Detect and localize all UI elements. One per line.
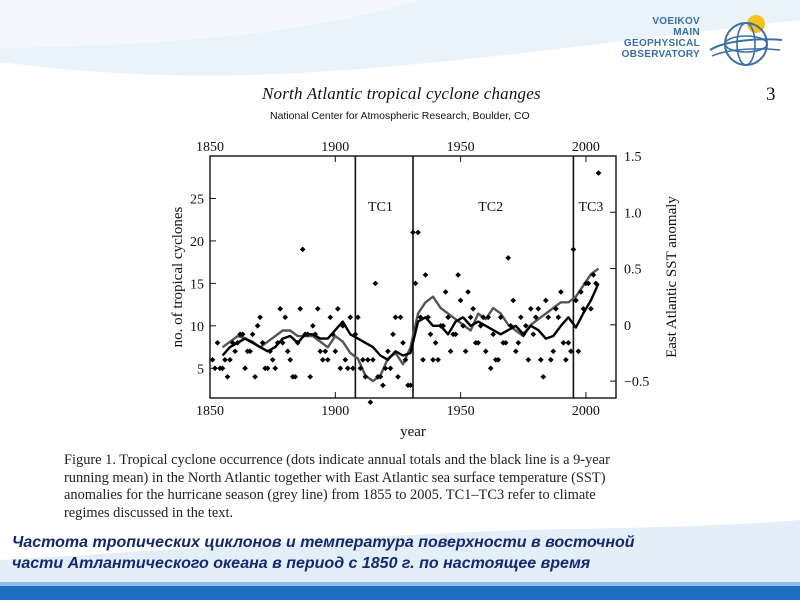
caption-line: regimes discussed in the text. — [64, 504, 234, 521]
annual-total-dot — [327, 314, 333, 320]
regime-label: TC1 — [367, 200, 393, 215]
page-number: 3 — [766, 84, 776, 105]
annual-total-dot — [307, 374, 313, 380]
annual-total-dot — [385, 348, 391, 354]
annual-total-dot — [543, 298, 549, 304]
annual-total-dot — [250, 331, 256, 337]
annual-total-dot — [548, 357, 554, 363]
annual-total-dot — [270, 357, 276, 363]
annual-total-dot — [545, 314, 551, 320]
annual-total-dot — [215, 340, 221, 346]
annual-total-dot — [225, 374, 231, 380]
y-tick-label: 15 — [190, 277, 204, 293]
annual-total-dot — [360, 357, 366, 363]
annual-total-dot — [430, 357, 436, 363]
annual-total-dot — [388, 365, 394, 371]
annual-total-dot — [337, 365, 343, 371]
regime-label: TC3 — [578, 200, 604, 215]
y-axis-label: no. of tropical cyclones — [170, 206, 186, 348]
annual-total-dot — [458, 298, 464, 304]
y-tick-label: 10 — [190, 319, 204, 335]
y2-tick-label: 1.5 — [624, 150, 642, 165]
annual-total-dot — [535, 306, 541, 312]
annual-total-dot — [415, 230, 421, 236]
annual-total-dot — [420, 357, 426, 363]
annual-total-dot — [443, 289, 449, 295]
y2-axis-label: East Atlantic SST anomaly — [664, 196, 680, 358]
figure-header-title: North Atlantic tropical cyclone changes — [262, 84, 541, 103]
x-tick-label-bottom: 2000 — [571, 404, 600, 419]
annual-total-dot — [315, 306, 321, 312]
x-tick-label-bottom: 1850 — [196, 404, 224, 419]
regime-label: TC2 — [478, 200, 504, 215]
annual-total-dot — [257, 314, 263, 320]
annual-total-dot — [390, 331, 396, 337]
annual-total-dot — [212, 365, 218, 371]
annual-total-dot — [400, 340, 406, 346]
annual-total-dot — [335, 306, 341, 312]
running-mean-line — [223, 283, 599, 359]
logo-line: OBSERVATORY — [621, 49, 700, 60]
x-tick-label-top: 1900 — [321, 140, 350, 155]
y-tick-label: 25 — [190, 192, 204, 208]
annual-total-dot — [448, 348, 454, 354]
annual-total-dot — [252, 374, 258, 380]
annual-total-dot — [566, 340, 572, 346]
logo-line: VOEIKOV — [652, 16, 700, 27]
annual-total-dot — [468, 314, 474, 320]
annual-total-dot — [488, 365, 494, 371]
annual-total-dot — [380, 382, 386, 388]
russian-caption-line: части Атлантического океана в период с 1850 г. по настоящее время — [12, 555, 591, 572]
logo-line: MAIN — [673, 27, 700, 38]
annual-total-dot — [505, 255, 511, 261]
russian-caption-line: Частота тропических циклонов и температура поверхности в восточной — [12, 534, 635, 551]
annual-total-dot — [277, 306, 283, 312]
annual-total-dot — [373, 281, 379, 287]
annual-total-dot — [398, 314, 404, 320]
x-tick-label-top: 1850 — [196, 140, 224, 155]
figure-caption — [64, 452, 732, 522]
annual-total-dot — [282, 314, 288, 320]
logo-line: GEOPHYSICAL — [623, 38, 700, 49]
y2-tick-label: 0 — [624, 318, 631, 334]
annual-total-dot — [435, 357, 441, 363]
annual-total-dot — [347, 314, 353, 320]
caption-line: Figure 1. Tropical cyclone occurrence (dots indicate annual totals and the black line is a 9-year — [64, 452, 610, 468]
x-axis-label: year — [400, 424, 426, 440]
annual-total-dot — [322, 348, 328, 354]
annual-total-dot — [465, 289, 471, 295]
annual-total-dot — [423, 272, 429, 278]
annual-total-dot — [470, 306, 476, 312]
annual-total-dot — [232, 348, 238, 354]
annual-total-dot — [342, 357, 348, 363]
annual-total-dot — [596, 170, 602, 176]
annual-total-dot — [463, 348, 469, 354]
annual-total-dot — [222, 357, 228, 363]
annual-total-dot — [433, 340, 439, 346]
footer-bar — [0, 586, 800, 600]
y-tick-label: 5 — [197, 362, 204, 378]
annual-total-dot — [550, 348, 556, 354]
figure-subtitle: National Center for Atmospheric Research, Boulder, CO — [270, 110, 530, 122]
annual-total-dot — [571, 247, 577, 253]
annual-total-dot — [242, 365, 248, 371]
annual-total-dot — [272, 365, 278, 371]
caption-line: running mean) in the North Atlantic together with East Atlantic sea surface temperature (SST) — [64, 469, 606, 486]
y-tick-label: 20 — [190, 234, 204, 250]
annual-total-dot — [576, 348, 582, 354]
y2-tick-label: 1.0 — [624, 206, 642, 222]
annual-total-dot — [320, 357, 326, 363]
annual-total-dot — [368, 399, 374, 405]
annual-total-dot — [395, 374, 401, 380]
annual-total-dot — [393, 314, 399, 320]
y2-tick-label: −0.5 — [624, 375, 650, 391]
y2-tick-label: 0.5 — [624, 262, 642, 278]
annual-total-dot — [370, 357, 376, 363]
annual-total-dot — [518, 314, 524, 320]
annual-total-dot — [513, 348, 519, 354]
annual-total-dot — [255, 323, 261, 329]
annual-total-dot — [297, 306, 303, 312]
caption-line: anomalies for the hurricane season (grey line) from 1855 to 2005. TC1–TC3 refer to climate — [64, 487, 596, 504]
annual-total-dot — [510, 298, 516, 304]
annual-total-dot — [525, 357, 531, 363]
annual-total-dot — [363, 374, 369, 380]
x-tick-label-bottom: 1900 — [321, 404, 350, 419]
annual-total-dot — [483, 348, 489, 354]
annual-total-dot — [310, 323, 316, 329]
x-tick-label-bottom: 1950 — [446, 404, 475, 419]
annual-total-dot — [455, 272, 461, 278]
annual-total-dot — [588, 306, 594, 312]
sst-anomaly-line — [223, 269, 599, 382]
annual-total-dot — [515, 340, 521, 346]
annual-total-dot — [556, 314, 562, 320]
x-tick-label-top: 2000 — [571, 140, 600, 155]
annual-total-dot — [428, 331, 434, 337]
x-tick-label-top: 1950 — [446, 140, 475, 155]
annual-total-dot — [530, 331, 536, 337]
annual-total-dot — [410, 230, 416, 236]
annual-total-dot — [332, 348, 338, 354]
annual-total-dot — [563, 357, 569, 363]
annual-total-dot — [285, 348, 291, 354]
annual-total-dot — [540, 374, 546, 380]
russian-caption — [12, 532, 792, 574]
annual-total-dot — [300, 247, 306, 253]
annual-total-dot — [287, 357, 293, 363]
annual-total-dot — [528, 306, 534, 312]
annual-total-dot — [365, 357, 371, 363]
annual-total-dot — [325, 357, 331, 363]
annual-total-dot — [538, 357, 544, 363]
annual-total-dot — [345, 365, 351, 371]
annual-total-dot — [227, 357, 233, 363]
annual-total-dot — [558, 289, 564, 295]
annual-total-dot — [317, 348, 323, 354]
annual-total-dot — [561, 340, 567, 346]
